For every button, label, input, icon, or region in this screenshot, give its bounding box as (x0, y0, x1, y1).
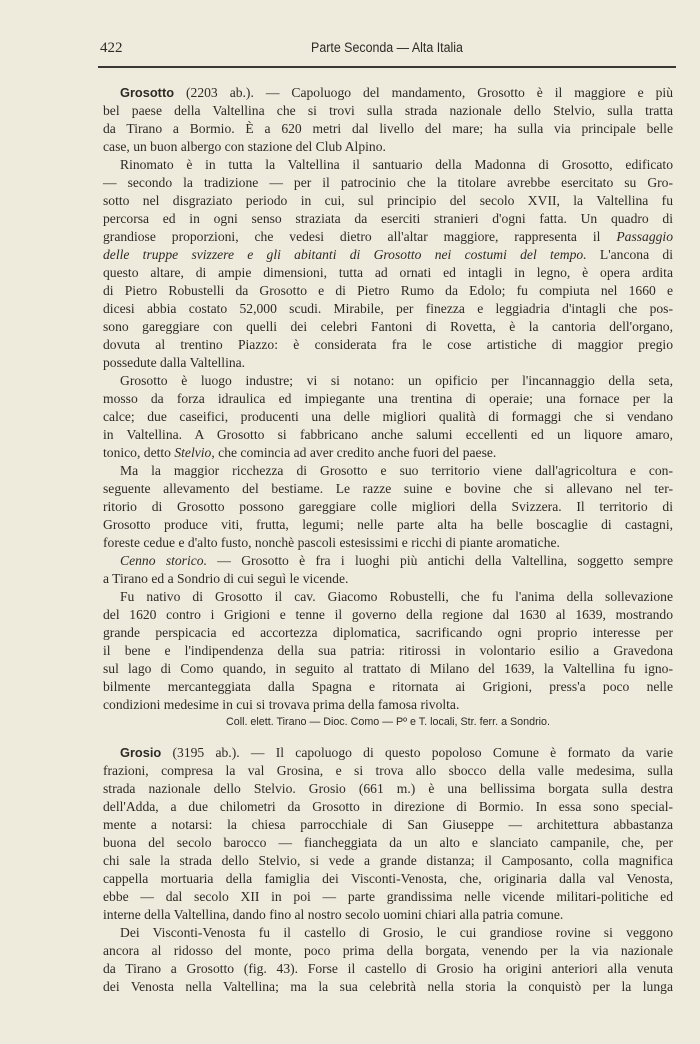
text-span: ancora al ridosso del monte, poco prima della borgata, venendo per la via nazionale (103, 943, 673, 958)
page-number: 422 (100, 40, 123, 56)
text-span: possedute dalla Valtellina. (103, 355, 246, 370)
text-line (103, 372, 673, 390)
text-line (103, 744, 673, 762)
text-span: tonico, detto (103, 445, 175, 460)
paragraph (103, 744, 673, 924)
text-span: Grosotto è luogo industre; vi si notano: un opificio per l'incannaggio della seta, (120, 373, 673, 388)
text-line (103, 102, 673, 120)
text-line (103, 354, 673, 372)
paragraph (103, 552, 673, 588)
text-span: questo altare, di ampie dimensioni, tutta ad ornati ed intagli in legno, è opera ardita (103, 265, 673, 280)
paragraph (103, 462, 673, 552)
italic-text: Passaggio (616, 229, 673, 244)
text-line (103, 462, 673, 480)
text-span: Grosotto produce viti, frutta, legumi; nelle parte alta ha belle boscaglie di castagni, (103, 517, 673, 532)
text-line (103, 942, 673, 960)
text-line (103, 888, 673, 906)
text-span: bel paese della Valtellina che si trovi sulla strada nazionale dello Stelvio, sulla tratta (103, 103, 673, 118)
text-line (103, 570, 673, 588)
text-span: Dei Visconti-Venosta fu il castello di Grosio, le cui grandiose rovine si veggono (120, 925, 673, 940)
text-span: seguente allevamento del bestiame. Le razze suine e bovine che si allevano nel ter- (103, 481, 673, 496)
text-line (103, 606, 673, 624)
text-span: del 1620 contro i Grigioni e tenne il governo della regione dal 1630 al 1639, mostrando (103, 607, 673, 622)
text-span: (3195 ab.). — Il capoluogo di questo popoloso Comune è formato da varie (161, 745, 673, 760)
text-line (103, 906, 673, 924)
text-line (103, 762, 673, 780)
text-span: di Pietro Robustelli da Grosotto e di Pietro Rumo da Edolo; fu compiuta nel 1660 e (103, 283, 673, 298)
italic-text: Cenno storico. (120, 553, 207, 568)
text-span: Ma la maggior ricchezza di Grosotto e suo territorio viene dall'agricoltura e con- (120, 463, 673, 478)
text-span: Fu nativo di Grosotto il cav. Giacomo Robustelli, che fu l'anima della sollevazione (120, 589, 673, 604)
text-span: cappella mortuaria della famiglia dei Visconti-Venosta, che, originaria dalla val Venosta, (103, 871, 673, 886)
text-span: grande perspicacia ed accortezza diplomatica, sacrificando ogni proprio interesse per (103, 625, 673, 640)
text-line (103, 624, 673, 642)
text-line (103, 480, 673, 498)
text-span: calce; due caseifici, producenti una delle migliori qualità di formaggi che si vendano (103, 409, 673, 424)
text-span: da Tirano a Bormio. È a 620 metri dal livello del mare; ha sulla via principale belle (103, 121, 673, 136)
text-line (103, 924, 673, 942)
text-span: ebbe — dal secolo XII in poi — parte grandissima nelle vicende militari-politiche ed (103, 889, 673, 904)
text-line (103, 228, 673, 246)
text-span: sul lago di Como quando, in seguito al trattato di Milano del 1639, la Valtellina fu igno- (103, 661, 673, 676)
text-span: percorsa ed in ogni senso straziata da eserciti stranieri d'ogni fatta. Un quadro di (103, 211, 673, 226)
text-span: interne della Valtellina, dando fino al nostro secolo uomini chiari alla patria comune. (103, 907, 564, 922)
text-span: — Grosotto è fra i luoghi più antichi della Valtellina, soggetto sempre (206, 553, 673, 568)
text-line (103, 246, 673, 264)
text-span: dell'Adda, a due chilometri da Grosotto in direzione di Bormio. In essa sono special- (103, 799, 673, 814)
grosotto-admin-info: Coll. elett. Tirano — Dioc. Como — Pº e T. locali, Str. ferr. a Sondrio. (225, 716, 551, 728)
text-span: (2203 ab.). — Capoluogo del mandamento, Grosotto è il maggiore e più (174, 85, 673, 100)
text-span: ritorio di Grosotto possono gareggiare colle migliori della Svizzera. Il territorio di (103, 499, 673, 514)
text-span: Rinomato è in tutta la Valtellina il santuario della Madonna di Grosotto, edificato (120, 157, 673, 172)
text-span: mente a notarsi: la chiesa parrocchiale di San Giuseppe — architettura abbastanza (103, 817, 673, 832)
text-line (103, 642, 673, 660)
text-span: dei Venosta nella Valtellina; ma la sua celebrità nella storia la conquistò per la lunga (103, 979, 673, 994)
text-line (103, 696, 673, 714)
text-span: bilmente mercanteggiata dalla Spagna e ritornata ai Grigioni, press'a poco nelle (103, 679, 673, 694)
paragraph (103, 156, 673, 372)
header-rule (98, 66, 676, 68)
text-span: strada nazionale dello Stelvio. Grosio (661 m.) è una bellissima borgata sulla destra (103, 781, 673, 796)
text-line (103, 426, 673, 444)
text-line (103, 84, 673, 102)
text-line (103, 660, 673, 678)
text-line (103, 444, 673, 462)
italic-text: Stelvio (174, 445, 212, 460)
text-line (103, 174, 673, 192)
paragraph (103, 588, 673, 714)
text-line (103, 300, 673, 318)
text-line (103, 192, 673, 210)
text-line (103, 318, 673, 336)
text-span: — secondo la tradizione — per il patrocinio che la titolare avrebbe esercitato su Gro- (103, 175, 673, 190)
text-block-grosio (103, 744, 673, 996)
entry-headword: Grosio (120, 745, 162, 760)
text-span: frazioni, compresa la val Grosina, e si trova allo sbocco della valle medesima, sulla (103, 763, 673, 778)
text-line (103, 834, 673, 852)
text-span: dicesi abbia costato 52,000 scudi. Mirabile, per finezza e leggiadria d'intagli che pos- (103, 301, 673, 316)
paragraph (103, 924, 673, 996)
text-span: L'ancona di (586, 247, 673, 262)
text-line (103, 408, 673, 426)
text-span: a Tirano ed a Sondrio di cui seguì le vicende. (103, 571, 349, 586)
text-span: , che comincia ad aver credito anche fuori del paese. (211, 445, 497, 460)
text-line (103, 678, 673, 696)
text-line (103, 978, 673, 996)
text-block-grosotto (103, 84, 673, 714)
text-line (103, 282, 673, 300)
text-span: buona del secolo barocco — fiancheggiata da un alto e slanciato campanile, che, per (103, 835, 673, 850)
text-line (103, 138, 673, 156)
text-line (103, 534, 673, 552)
text-line (103, 120, 673, 138)
text-line (103, 780, 673, 798)
text-line (103, 870, 673, 888)
text-line (103, 390, 673, 408)
text-line (103, 816, 673, 834)
text-span: foreste cedue e d'alto fusto, nonchè pascoli estesissimi e ricchi di piante aromatiche. (103, 535, 560, 550)
text-line (103, 498, 673, 516)
text-line (103, 798, 673, 816)
text-span: sono gareggiare con quelli dei celebri Fantoni di Rovetta, è la cantoria dell'organo, (103, 319, 673, 334)
page-header (100, 38, 674, 60)
text-span: sotto nel disgraziato periodo in cui, sul principio del secolo XVII, la Valtellina fu (103, 193, 673, 208)
text-line (103, 852, 673, 870)
text-span: grandiose proporzioni, che vedesi dietro all'altar maggiore, rappresenta il (103, 229, 617, 244)
text-line (103, 588, 673, 606)
text-span: mosso da forza idraulica ed impiegante una trentina di operaie; una fornace per la (103, 391, 673, 406)
text-span: in Valtellina. A Grosotto si fabbricano anche salumi eccellenti ed un liquore amaro, (103, 427, 673, 442)
text-span: chi sale la strada dello Stelvio, si vede a grande distanza; il Camposanto, colla magnifica (103, 853, 673, 868)
text-span: il bene e l'indipendenza della sua patria: ritirossi in volontario esilio a Gravedona (103, 643, 673, 658)
entry-headword: Grosotto (120, 85, 175, 100)
text-line (103, 156, 673, 174)
text-span: case, un buon albergo con stazione del Club Alpino. (103, 139, 386, 154)
text-span: da Tirano a Grosotto (fig. 43). Forse il castello di Grosio ha origini anteriori alla venuta (103, 961, 673, 976)
paragraph (103, 372, 673, 462)
paragraph (103, 84, 673, 156)
text-span: dovuta al trentino Piazzo: è considerata fra le cose artistiche di maggior pregio (103, 337, 673, 352)
text-line (103, 264, 673, 282)
text-line (103, 552, 673, 570)
text-line (103, 210, 673, 228)
running-title: Parte Seconda — Alta Italia (311, 40, 463, 55)
text-line (103, 516, 673, 534)
italic-text: delle truppe svizzere e gli abitanti di Grosotto nei costumi del tempo. (103, 247, 587, 262)
text-line (103, 960, 673, 978)
text-line (103, 336, 673, 354)
text-span: condizioni medesime in cui si trovava prima della famosa rivolta. (103, 697, 460, 712)
